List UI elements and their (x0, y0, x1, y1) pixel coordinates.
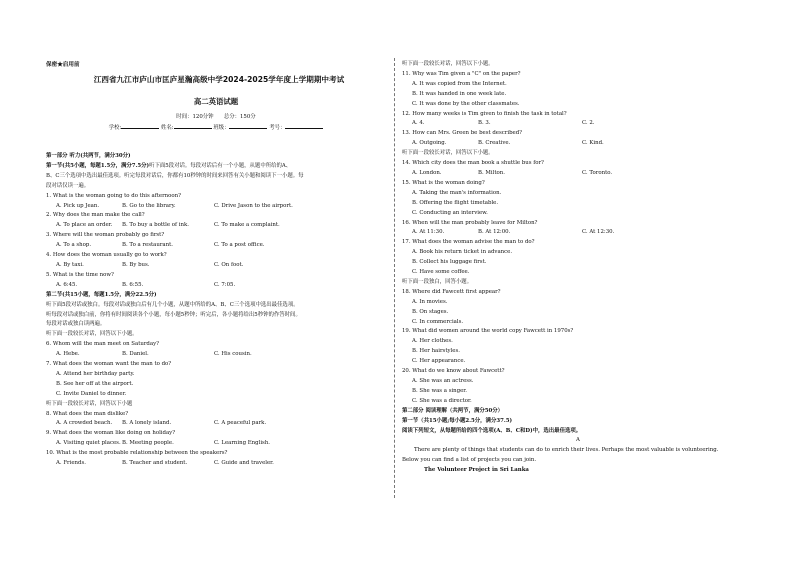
question-20-option-a: A. She was an actress. (412, 378, 474, 384)
question-1: 1. What is the woman going to do this afternoon? (46, 192, 181, 199)
question-9-options: A. Visiting quiet places. B. Meeting people. C. Learning English. (56, 440, 271, 447)
question-19: 19. What did women around the world copy Fawcett in 1970s? (402, 328, 574, 335)
question-15-option-c: C. Conducting an interview. (412, 209, 488, 216)
question-1-options: A. Pick up Jean. B. Go to the library. C. Drive Jason to the airport. (56, 202, 293, 209)
question-19-option-c: C. Her appearance. (412, 358, 466, 365)
question-18: 18. Where did Fawcett first appear? (402, 288, 501, 295)
question-15: 15. What is the woman doing? (402, 179, 485, 186)
question-2: 2. Why does the man make the call? (46, 212, 145, 219)
section2-heading: 第二节(共15小题，每题1.5分，满分22.5分) (46, 291, 157, 298)
question-8-options: A. A crowded beach. B. A lonely island. C. A peaceful park. (56, 420, 267, 427)
question-11-option-c: C. It was done by the other classmates. (412, 100, 520, 107)
name-blank[interactable] (174, 123, 212, 129)
question-15-option-a: A. Taking the man's information. (412, 189, 502, 196)
question-20-option-b: B. She was a singer. (412, 387, 467, 394)
left-column (46, 152, 386, 469)
question-15-option-b: B. Offering the flight timetable. (412, 199, 499, 206)
question-17-option-b: B. Collect his luggage first. (412, 259, 487, 266)
section2-instruction-end: 每段对话或独白读两遍。 (46, 321, 106, 328)
question-17: 17. What does the woman advise the man to do? (402, 239, 535, 246)
student-info-line (46, 123, 386, 131)
question-5-options: A. 6:45. B. 6:55. C. 7:05. (56, 281, 236, 288)
question-16-options: A. At 11:30. B. At 12:00. C. At 12:30. (412, 229, 615, 236)
question-13: 13. How can Mrs. Green be best described? (402, 130, 523, 137)
passage-letter: A (576, 437, 580, 444)
section1-instruction-cont: B、C三个选项中选出最佳选项。听完每段对话后，你都有10秒钟的时间来回答有关小题和阅读下一小题。每 (46, 172, 304, 179)
school-blank[interactable] (121, 123, 159, 129)
question-11: 11. Why was Tim given a "C" on the paper? (402, 70, 521, 77)
section1-instruction-end: 段对话仅读一遍。 (46, 182, 90, 189)
question-17-option-a: A. Book his return ticket in advance. (412, 249, 513, 256)
exam-no-blank[interactable] (285, 123, 323, 129)
right-column (402, 60, 754, 476)
question-19-option-a: A. Her clothes. (412, 338, 453, 345)
question-18-option-c: C. In commercials. (412, 318, 464, 325)
listen-prompt-8: 听下面一段较长对话，回答以下小题 (46, 400, 133, 407)
class-blank[interactable] (229, 123, 267, 129)
question-18-option-b: B. On stages. (412, 308, 449, 315)
question-6: 6. Whom will the man meet on Saturday? (46, 341, 160, 348)
question-16: 16. When will the man probably leave for Milton? (402, 219, 538, 226)
question-6-options: A. Hebe. B. Daniel. C. His cousin. (56, 351, 252, 358)
section2-instruction: 听下面5段对话或独白。每段对话或独白后有几个小题，从题中所给的A、B、C三个选项中选出最佳选项。 (46, 301, 299, 308)
question-5: 5. What is the time now? (46, 271, 114, 278)
exam-title: 江西省九江市庐山市匡庐星瀚高级中学2024-2025学年度上学期期中考试 (93, 75, 345, 84)
question-13-options: A. Outgoing. B. Creative. C. Kind. (412, 140, 604, 147)
listen-prompt-14: 听下面一段较长对话，回答以下小题。 (402, 150, 494, 157)
time-label: 时间：120分钟 (176, 114, 214, 120)
confidential-mark: 保密★启用前 (46, 62, 80, 68)
section1-instruction: 第一节(共5小题，每题1.5分，满分7.5分)听下面5段对话。每段对话后有一个小题，从题中所给的A、 (46, 162, 292, 169)
column-divider (394, 58, 395, 498)
part2-section1-heading: 第一节（共15小题;每小题2.5分，满分37.5) (402, 417, 513, 424)
question-17-option-c: C. Have some coffee. (412, 269, 470, 276)
question-7-option-c: C. Invite Daniel to dinner. (56, 390, 127, 397)
exam-no-label: 考号： (269, 125, 286, 131)
question-19-option-b: B. Her hairstyles. (412, 348, 460, 355)
question-11-option-b: B. It was handed in one week late. (412, 90, 507, 97)
question-18-option-a: A. In movies. (412, 298, 448, 305)
part2-heading: 第二部分 阅读理解（共两节，满分50分） (402, 407, 504, 414)
question-2-options: A. To place an order. B. To buy a bottle of ink. C. To make a complaint. (56, 222, 280, 229)
section2-instruction-cont: 听每段对话或独白前，你将有时间阅读各个小题，每小题5秒钟；听完后，各小题将给出5秒钟的作答时间。 (46, 311, 301, 318)
class-label: 班级： (213, 125, 230, 131)
part2-instruction: 阅读下列短文，从每题所给的四个选项(A、B、C和D)中，选出最佳选项。 (402, 427, 582, 434)
question-12-options: A. 4. B. 3. C. 2. (412, 120, 595, 127)
listen-prompt-18: 听下面一段独白，回答小题。 (402, 278, 473, 285)
question-14-options: A. London. B. Milton. C. Toronto. (412, 169, 613, 176)
question-12: 12. How many weeks is Tim given to finish the task in total? (402, 110, 567, 117)
question-8: 8. What does the man dislike? (46, 410, 129, 417)
exam-meta (46, 112, 386, 120)
question-20: 20. What do we know about Fawcett? (402, 368, 505, 375)
question-4-options: A. By taxi. B. By bus. C. On foot. (56, 261, 244, 268)
exam-subtitle: 高二英语试题 (193, 97, 239, 106)
question-7-option-b: B. See her off at the airport. (56, 380, 134, 387)
passage-text: There are plenty of things that students can do to enrich their lives. Perhaps the most valuable is volunteering. (414, 447, 719, 454)
question-3: 3. Where will the woman probably go first? (46, 232, 165, 239)
passage-text-cont: Below you can find a list of projects you can join. (402, 457, 537, 464)
part1-heading: 第一部分 听力(共两节，满分30分) (46, 153, 131, 159)
question-3-options: A. To a shop. B. To a restaurant. C. To a post office. (56, 242, 265, 249)
score-label: 总分：150分 (223, 114, 256, 120)
question-7: 7. What does the woman want the man to do? (46, 361, 172, 368)
question-20-option-c: C. She was a director. (412, 397, 472, 404)
name-label: 姓名: (160, 125, 174, 131)
listen-prompt-6: 听下面一段较长对话，回答以下小题。 (46, 331, 138, 338)
question-10: 10. What is the most probable relationship between the speakers? (46, 450, 228, 457)
question-10-options: A. Friends. B. Teacher and student. C. Guide and traveler. (56, 460, 274, 467)
passage-title: The Volunteer Project in Sri Lanka (424, 467, 529, 474)
question-4: 4. How does the woman usually go to work? (46, 252, 167, 259)
question-11-option-a: A. It was copied from the Internet. (412, 80, 507, 87)
question-7-option-a: A. Attend her birthday party. (56, 370, 135, 377)
listen-prompt-11: 听下面一段较长对话，回答以下小题。 (402, 61, 494, 67)
question-9: 9. What does the woman like doing on holiday? (46, 430, 176, 437)
school-label: 学校: (108, 125, 122, 131)
question-14: 14. Which city does the man book a shuttle bus for? (402, 160, 544, 167)
